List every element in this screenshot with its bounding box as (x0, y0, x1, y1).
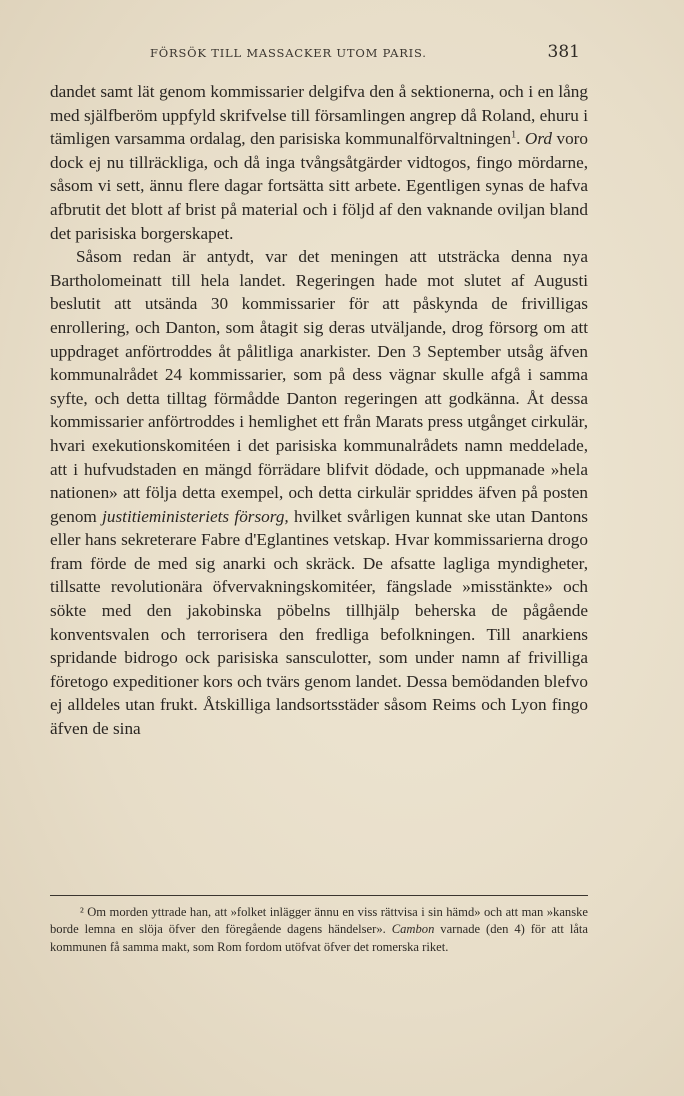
paragraph-2-emphasis: justitieministeriets försorg, (102, 506, 289, 526)
footnote-divider (50, 895, 588, 896)
paragraph-2-text-a: Såsom redan är antydt, var det meningen att utsträcka denna nya Bartholomeinatt till hela landet. Regeringen hade mot slutet af Augusti beslutit att utsända 30 kommissarier för att påskynda de frivilligas enrollering, och Danton, som åtagit sig deras utväljande, drog försorg om att uppdraget anförtroddes åt pålitliga anarkister. Den 3 September utsåg äfven kommunalrådet 24 kommissarier, som på dess vägnar skulle afgå i samma syfte, och detta tilltag förmådde Danton regeringen att godkänna. Åt dessa kommissarier anförtroddes i hemlighet ett från Marats press utgånget cirkulär, hvari exekutionskomitéen i det parisiska kommunalrådets namn meddelade, att i hufvudstaden en mängd förrädare blifvit dödade, och uppmanade »hela nationen» att följa detta exempel, och detta cirkulär spriddes äfven på posten genom (50, 247, 588, 526)
footnote-emphasis: Cambon (391, 922, 435, 937)
paragraph-1-text-c: voro dock ej nu tillräckliga, och då inga tvångsåtgärder vidtogos, fingo mördarne, såsom vi sett, ännu flere dagar fortsätta sitt arbete. Egentligen synas de hafva afbrutit det blott af brist på material och i följd af den vaknande oviljan bland det parisiska borgerskapet. (50, 129, 588, 243)
paragraph-1-text-b: . (516, 129, 525, 149)
footnote-text-b: varnade (den 4) för att låta kommunen få samma makt, som Rom fordom utöfvat öfver det romerska riket. (50, 922, 589, 954)
page-number: 381 (547, 42, 580, 62)
running-title: FÖRSÖK TILL MASSACKER UTOM PARIS. (150, 46, 427, 60)
paragraph-1-text-a: dandet samt lät genom kommissarier delgifva den å sektionerna, och i en lång med själfberöm uppfyld skrifvelse till församlingen angrep då Roland, ehuru i tämligen varsamma ordalag, den parisiska kommunalförvaltningen (50, 82, 588, 149)
paragraph-2 (50, 245, 588, 740)
main-text (50, 80, 588, 741)
footnote-mark: ² (80, 905, 84, 919)
page-header (150, 40, 580, 64)
paragraph-2-text-b: hvilket svårligen kunnat ske utan Dantons eller hans sekreterare Fabre d'Eglantines vetskap. Hvar kommissarierna drogo fram förde de med sig anarki och skräck. De afsatte lagliga myndigheter, tillsatte revolutionära öfvervakningskomitéer, fängslade »misstänkte» och sökte med den jakobinska pöbelns tillhjälp beherska de pågående konventsvalen och terrorisera den fredliga befolkningen. Till anarkiens spridande bidrogo ock parisiska sansculotter, som under namn af frivilliga företogo expeditioner kors och tvärs genom landet. Dessa bemödanden blefvo ej alldeles utan frukt. Åtskilliga landsortsstäder såsom Reims och Lyon fingo äfven de sina (50, 506, 588, 739)
footnote (50, 904, 588, 956)
footnote-text-a: Om morden yttrade han, att »folket inlägger ännu en viss rättvisa i sin hämd» och att man »kanske borde lemna en slöja öfver den föregående dagens händelser». (50, 905, 588, 937)
paragraph-1 (50, 80, 588, 245)
paragraph-1-emphasis: Ord (524, 129, 552, 149)
footnote-reference: 1 (511, 129, 517, 141)
